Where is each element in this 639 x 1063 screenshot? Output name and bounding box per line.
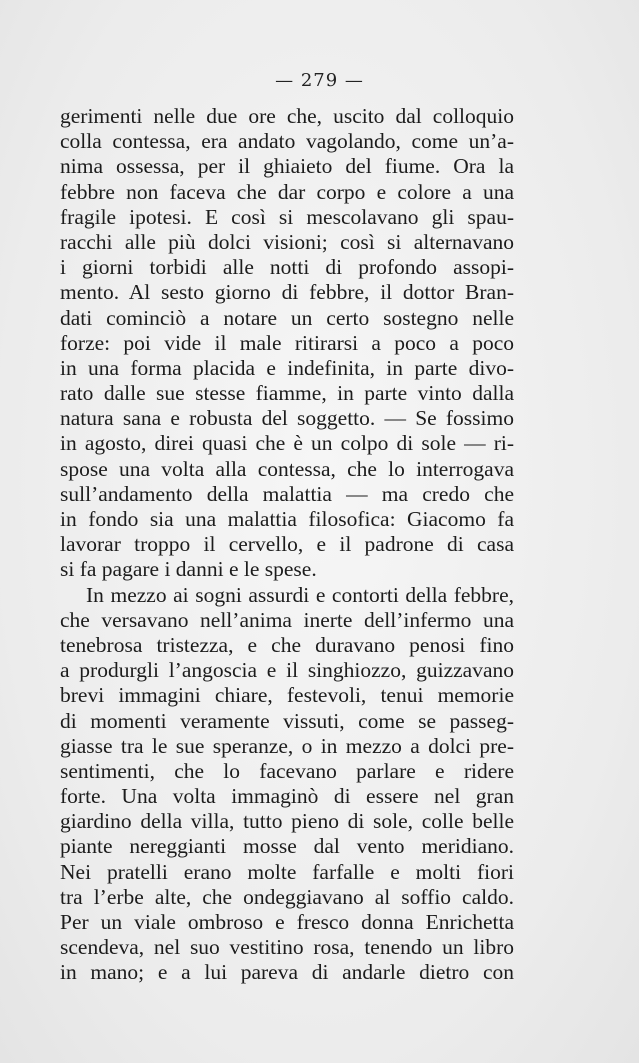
text-line: i giorni torbidi alle notti di profondo assopi- <box>60 255 514 280</box>
text-line: fragile ipotesi. E così si mescolavano gli spau- <box>60 204 514 229</box>
text-line: In mezzo ai sogni assurdi e contorti della febbre, <box>86 582 514 607</box>
text-line: colla contessa, era andato vagolando, come un’a- <box>60 129 514 154</box>
text-line: Per un viale ombroso e fresco donna Enrichetta <box>60 910 514 934</box>
text-line: febbre non faceva che dar corpo e colore a una <box>60 179 514 204</box>
text-line: tenebrosa tristezza, e che duravano penosi fino <box>60 632 514 657</box>
body-text <box>60 104 514 986</box>
text-line: in una forma placida e indefinita, in parte divo- <box>60 355 514 380</box>
paragraph-1 <box>60 104 514 583</box>
text-line: forte. Una volta immaginò di essere nel gran <box>60 784 514 809</box>
text-line: di momenti veramente vissuti, come se passeg- <box>60 708 514 733</box>
text-line: sull’andamento della malattia — ma credo che <box>60 481 514 506</box>
text-line: in fondo sia una malattia filosofica: Giacomo fa <box>60 507 514 531</box>
text-line: giardino della villa, tutto pieno di sole, colle belle <box>60 809 514 834</box>
text-line: che versavano nell’anima inerte dell’infermo una <box>60 607 514 632</box>
text-line: racchi alle più dolci visioni; così si alternavano <box>60 229 514 254</box>
text-line: natura sana e robusta del soggetto. — Se fossimo <box>60 406 514 431</box>
page-number: — 279 — <box>275 70 364 91</box>
text-line: brevi immagini chiare, festevoli, tenui memorie <box>60 683 514 708</box>
text-line: nima ossessa, per il ghiaieto del fiume. Ora la <box>60 154 514 179</box>
text-line: tra l’erbe alte, che ondeggiavano al soffio caldo. <box>60 884 514 909</box>
text-line: in mano; e a lui pareva di andarle dietro con <box>60 960 514 985</box>
text-line: spose una volta alla contessa, che lo interrogava <box>60 456 514 481</box>
text-line: Nei pratelli erano molte farfalle e molti fiori <box>60 859 514 884</box>
text-line: giasse tra le sue speranze, o in mezzo a dolci pre- <box>60 733 514 758</box>
text-line: in agosto, direi quasi che è un colpo di sole — ri- <box>60 431 514 456</box>
text-line: sentimenti, che lo facevano parlare e ridere <box>60 758 514 783</box>
text-line: dati cominciò a notare un certo sostegno nelle <box>60 305 514 330</box>
text-line: si fa pagare i danni e le spese. <box>60 557 317 582</box>
text-line: rato dalle sue stesse fiamme, in parte vinto dalla <box>60 381 514 406</box>
text-line: piante nereggianti mosse dal vento meridiano. <box>60 834 514 859</box>
text-line: forze: poi vide il male ritirarsi a poco a poco <box>60 330 514 355</box>
paragraph-2 <box>60 583 514 986</box>
text-line: mento. Al sesto giorno di febbre, il dottor Bran- <box>60 280 514 305</box>
text-line: gerimenti nelle due ore che, uscito dal colloquio <box>60 104 514 128</box>
text-line: lavorar troppo il cervello, e il padrone di casa <box>60 532 514 557</box>
text-line: scendeva, nel suo vestitino rosa, tenendo un libro <box>60 935 514 960</box>
text-line: a produrgli l’angoscia e il singhiozzo, guizzavano <box>60 658 514 683</box>
